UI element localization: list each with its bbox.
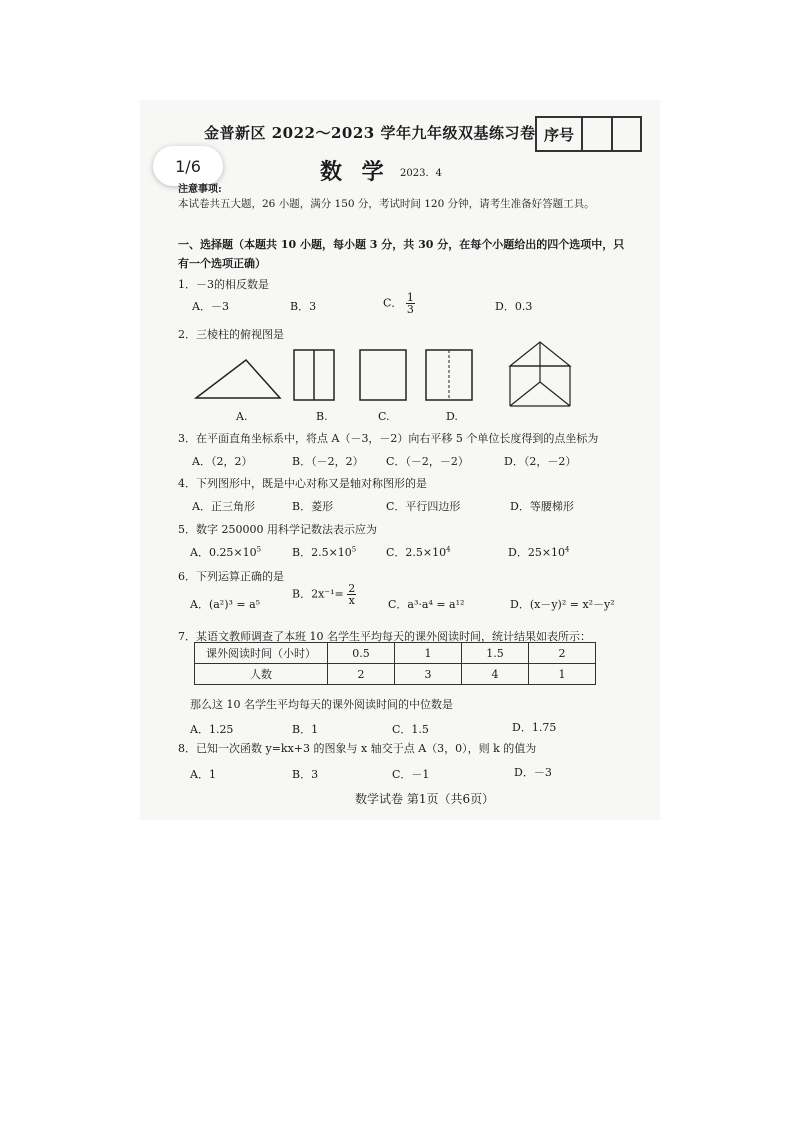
table-cell: 4 [462,664,529,685]
question-8: 8．已知一次函数 y=kx+3 的图象与 x 轴交于点 A（3，0），则 k 的值为 [178,742,537,755]
exam-title: 金普新区 2022～2023 学年九年级双基练习卷 [204,124,536,142]
table-cell: 课外阅读时间（小时） [195,643,328,664]
dashed-rectangle-figure [426,350,472,400]
fraction-numerator: 2 [348,582,356,595]
q5-option-d-exponent: 4 [565,545,570,554]
section1-title-cont: 有一个选项正确） [178,257,266,270]
exam-date: 2023．4 [400,168,442,179]
q4-option-a: A．正三角形 [192,500,255,513]
q5-option-c-base: C．2.5×10 [386,546,447,559]
q1-option-c [383,292,415,315]
q4-option-d: D．等腰梯形 [510,500,574,513]
question-1: 1．－3的相反数是 [178,278,269,291]
q1-option-b: B．3 [290,300,317,313]
subject-title: 数 学 [320,159,390,185]
q5-option-b-exponent: 5 [351,545,357,554]
serial-label: 序号 [537,118,583,150]
q6-option-a: A．(a²)³ = a⁵ [190,598,261,611]
question-2: 2．三棱柱的俯视图是 [178,328,284,341]
table-cell: 1 [395,643,462,664]
question-7: 7．某语文教师调查了本班 10 名学生平均每天的课外阅读时间，统计结果如表所示： [178,630,591,643]
fraction-denominator: 3 [406,303,414,316]
fraction-numerator: 1 [406,291,414,304]
split-rectangle-figure [294,350,334,400]
q5-option-c [386,544,451,560]
q6-option-b-prefix: B．2x⁻¹= [292,587,344,601]
q6-option-b-fraction [347,583,356,606]
notes-heading: 注意事项: [178,184,222,195]
q2-option-d: D. [446,410,458,423]
q1-option-a: A．－3 [192,300,229,313]
triangle-view-figure [196,360,280,398]
q5-option-c-exponent: 4 [446,545,451,554]
q4-option-c: C．平行四边形 [386,500,461,513]
q8-option-c: C．－1 [392,768,430,781]
question-3: 3．在平面直角坐标系中，将点 A（－3，－2）向右平移 5 个单位长度得到的点坐标为 [178,432,599,445]
table-row [195,664,596,685]
q2-figures [190,340,590,410]
serial-cell [613,118,641,150]
q5-option-b-base: B．2.5×10 [292,546,352,559]
fraction-denominator: x [348,594,355,607]
serial-cell [583,118,613,150]
q5-option-b [292,544,356,560]
section1-title: 一、选择题（本题共 10 小题，每小题 3 分，共 30 分，在每个小题给出的四个选项中，只 [178,238,625,251]
q1-option-c-fraction [406,292,415,315]
table-row [195,643,596,664]
q5-option-a [190,544,261,560]
page-footer: 数学试卷 第1页（共6页） [355,792,495,806]
notes-text: 本试卷共五大题，26 小题，满分 150 分，考试时间 120 分钟，请考生准备好答题工具。 [178,198,595,210]
q6-option-d: D．(x－y)² = x²－y² [510,598,615,611]
q3-option-d: D．（2，－2） [504,455,577,468]
question-6: 6．下列运算正确的是 [178,570,284,583]
q5-option-d [508,544,570,560]
page-indicator[interactable]: 1/6 [153,146,223,186]
table-cell: 人数 [195,664,328,685]
q3-option-a: A．（2，2） [192,455,253,468]
q8-option-b: B．3 [292,768,319,781]
question-5: 5．数字 250000 用科学记数法表示应为 [178,523,377,536]
q1-option-c-label: C． [383,296,403,310]
square-figure [360,350,406,400]
table-cell: 3 [395,664,462,685]
q7-option-a: A．1.25 [190,723,234,736]
triangular-prism-figure [510,342,570,406]
q7-follow-up: 那么这 10 名学生平均每天的课外阅读时间的中位数是 [190,698,453,711]
table-cell: 1.5 [462,643,529,664]
q8-option-d: D．－3 [514,766,552,779]
table-cell: 2 [529,643,596,664]
q7-option-d: D．1.75 [512,721,557,734]
q2-option-a: A. [236,410,248,423]
q3-option-c: C．（－2，－2） [386,455,469,468]
q4-option-b: B．菱形 [292,500,334,513]
q7-option-c: C．1.5 [392,723,429,736]
q6-option-b [292,583,356,606]
table-cell: 2 [328,664,395,685]
reading-time-table [194,642,596,685]
q7-option-b: B．1 [292,723,319,736]
q5-option-a-base: A．0.25×10 [190,546,257,559]
q6-option-c: C．a³·a⁴ = a¹² [388,598,465,611]
q5-option-d-base: D．25×10 [508,546,566,559]
table-cell: 0.5 [328,643,395,664]
question-4: 4．下列图形中，既是中心对称又是轴对称图形的是 [178,477,427,490]
serial-number-box [535,116,642,152]
q2-option-b: B. [316,410,328,423]
q3-option-b: B．（－2，2） [292,455,364,468]
q1-option-d: D．0.3 [495,300,533,313]
q5-option-a-exponent: 5 [256,545,262,554]
q2-option-c: C. [378,410,390,423]
q8-option-a: A．1 [190,768,216,781]
table-cell: 1 [529,664,596,685]
